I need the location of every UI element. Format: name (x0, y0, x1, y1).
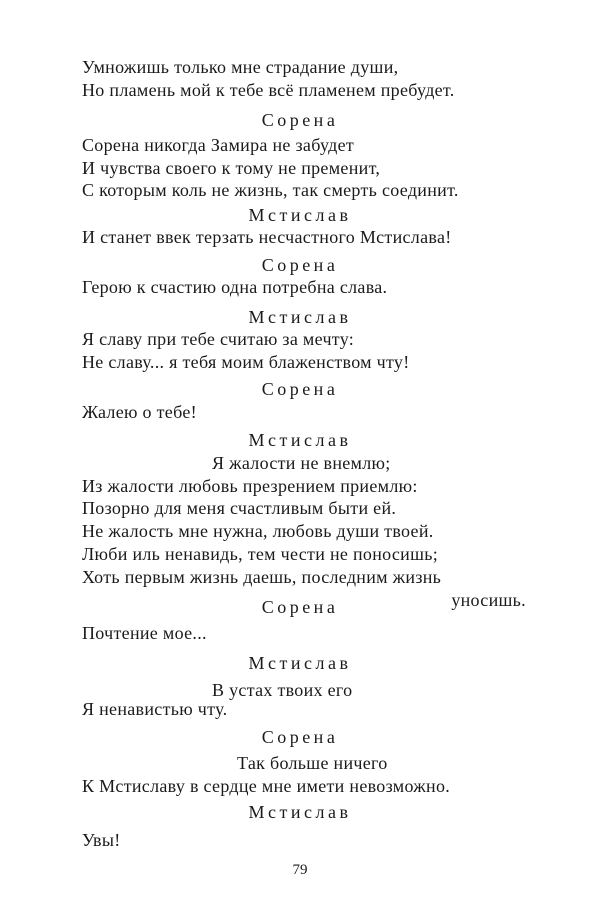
speaker-name: Мстислав (248, 802, 352, 822)
verse-line: Я славу при тебе считаю за мечту: (82, 329, 355, 349)
speaker-name: Мстислав (248, 653, 352, 673)
verse-line-indented: Так больше ничего (237, 753, 388, 773)
verse-line-indented: В устах твоих его (212, 680, 353, 700)
speaker-name: Мстислав (248, 307, 352, 327)
verse-line: Но пламень мой к тебе всё пламенем пребудет. (82, 80, 455, 100)
verse-line: И станет ввек терзать несчастного Мстислава! (82, 227, 452, 247)
verse-line: Умножишь только мне страдание души, (82, 57, 399, 77)
verse-line: Люби иль ненавидь, тем чести не поносишь; (82, 544, 439, 564)
page-number: 79 (292, 862, 308, 878)
speaker-name: Мстислав (248, 205, 352, 225)
verse-line: Хоть первым жизнь даешь, последним жизнь (82, 567, 442, 587)
speaker-name: Сорена (261, 597, 339, 617)
verse-line: Увы! (82, 830, 121, 850)
verse-line-continuation: уносишь. (451, 590, 526, 610)
speaker-name: Сорена (261, 379, 339, 399)
verse-line-indented: Я жалости не внемлю; (212, 453, 391, 473)
verse-line: К Мстиславу в сердце мне имети невозможно. (82, 776, 451, 796)
speaker-name: Мстислав (248, 430, 352, 450)
verse-line: Сорена никогда Замира не забудет (82, 135, 355, 155)
speaker-name: Сорена (261, 110, 339, 130)
speaker-name: Сорена (261, 255, 339, 275)
verse-line: И чувства своего к тому не пременит, (82, 158, 381, 178)
speaker-name: Сорена (261, 727, 339, 747)
verse-line: С которым коль не жизнь, так смерть соединит. (82, 180, 459, 200)
verse-line: Не славу... я тебя моим блаженством чту! (82, 352, 410, 372)
verse-line: Из жалости любовь презрением приемлю: (82, 476, 418, 496)
verse-line: Не жалость мне нужна, любовь души твоей. (82, 521, 434, 541)
verse-line: Почтение мое... (82, 623, 207, 643)
verse-line: Я ненавистью чту. (82, 699, 228, 719)
verse-line: Герою к счастию одна потребна слава. (82, 277, 388, 297)
verse-line: Позорно для меня счастливым быти ей. (82, 498, 397, 518)
verse-line: Жалею о тебе! (82, 402, 197, 422)
